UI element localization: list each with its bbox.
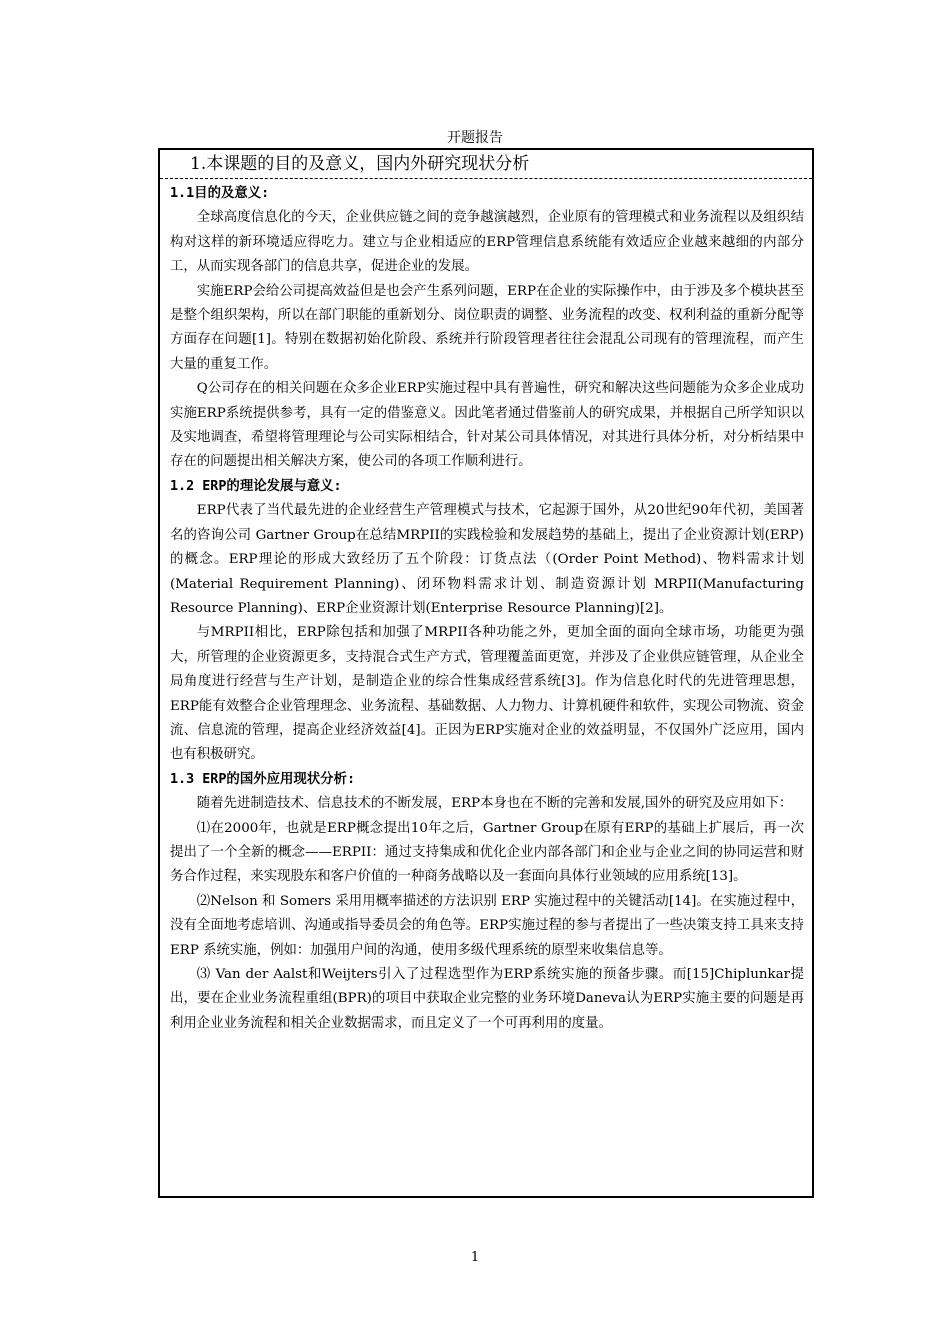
page-header-title: 开题报告 [447,130,503,146]
paragraph: ⑵Nelson 和 Somers 采用用概率描述的方法识别 ERP 实施过程中的关键活动[14]。在实施过程中，没有全面地考虑培训、沟通或指导委员会的角色等。ERP实施过程的参与者提出了一些决策支持工具来支持 ERP 系统实施，例如：加强用户间的沟通，使用多级代理系统的原型来收集信息等。 [170,893,804,958]
paragraph: ⑴在2000年，也就是ERP概念提出10年之后，Gartner Group在原有ERP的基础上扩展后，再一次提出了一个全新的概念——ERPII：通过支持集成和优化企业内部各部门和企业与企业之间的协同运营和财务合作过程，来实现股东和客户价值的一种商务战略以及一套面向具体行业领域的应用系统[13]。 [170,820,804,885]
subheading-theory: 1.2 ERP的理论发展与意义: [170,478,342,494]
paragraph: ERP代表了当代最先进的企业经营生产管理模式与技术，它起源于国外，从20世纪90年代初，美国著名的咨询公司 Gartner Group在总结MRPII的实践检验和发展趋势的基础上，提出了企业资源计划(ERP)的概念。ERP理论的形成大致经历了五个阶段：订货点法（(Order Point Method)、物料需求计划(Material Requirement Planning)、闭环物料需求计划、制造资源计划 MRPII(Manufacturing Resource Planning)、ERP企业资源计划(Enterprise Resource Planning)[2]。 [170,503,804,616]
paragraph: ⑶ Van der Aalst和Weijters引入了过程选型作为ERP系统实施的预备步骤。而[15]Chiplunkar提出，要在企业业务流程重组(BPR)的项目中获取企业完整的业务环境Daneva认为ERP实施主要的问题是再利用企业业务流程和相关企业数据需求，而且定义了一个可再利用的度量。 [170,967,804,1031]
paragraph: Q公司存在的相关问题在众多企业ERP实施过程中具有普遍性，研究和解决这些问题能为众多企业成功实施ERP系统提供参考，具有一定的借鉴意义。因此笔者通过借鉴前人的研究成果，并根据自己所学知识以及实地调查，希望将管理理论与公司实际相结合，针对某公司具体情况，对其进行具体分析，对分析结果中存在的问题提出相关解决方案，使公司的各项工作顺利进行。 [170,381,804,470]
paragraph: 实施ERP会给公司提高效益但是也会产生系列问题，ERP在企业的实际操作中，由于涉及多个模块甚至是整个组织架构，所以在部门职能的重新划分、岗位职责的调整、业务流程的改变、权利利益的重新分配等方面存在问题[1]。特别在数据初始化阶段、系统并行阶段管理者往往会混乱公司现有的管理流程，而产生大量的重复工作。 [170,283,804,372]
paragraph: 随着先进制造技术、信息技术的不断发展，ERP本身也在不断的完善和发展,国外的研究及应用如下： [196,796,793,812]
paragraph: 与MRPII相比，ERP除包括和加强了MRPII各种功能之外，更加全面的面向全球市场，功能更为强大，所管理的企业资源更多，支持混合式生产方式，管理覆盖面更宽，并涉及了企业供应链管理，从企业全局角度进行经营与生产计划，是制造企业的综合性集成经营系统[3]。作为信息化时代的先进管理思想，ERP能有效整合企业管理理念、业务流程、基础数据、人力物力、计算机硬件和软件，实现公司物流、资金流、信息流的管理，提高企业经济效益[4]。正因为ERP实施对企业的效益明显，不仅国外广泛应用，国内也有积极研究。 [170,625,804,763]
section-title: 1.本课题的目的及意义，国内外研究现状分析 [160,150,812,179]
paragraph: 全球高度信息化的今天，企业供应链之间的竞争越演越烈，企业原有的管理模式和业务流程以及组织结构对这样的新环境适应得吃力。建立与企业相适应的ERP管理信息系统能有效适应企业越来越细的内部分工，从而实现各部门的信息共享，促进企业的发展。 [170,210,804,275]
page-number: 1 [470,1250,480,1265]
report-content [170,182,804,1036]
subheading-foreign-status: 1.3 ERP的国外应用现状分析: [170,771,356,787]
subheading-purpose: 1.1目的及意义: [170,186,270,201]
report-box [158,148,814,1198]
